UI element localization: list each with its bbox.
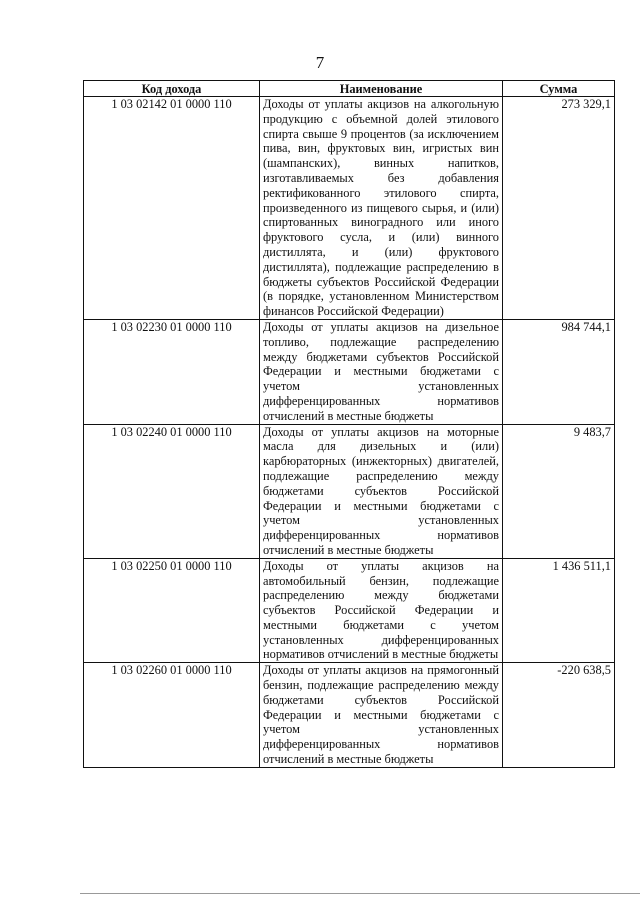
- income-sum-cell: 984 744,1: [503, 319, 615, 424]
- income-code-cell: 1 03 02230 01 0000 110: [84, 319, 260, 424]
- income-name-cell: Доходы от уплаты акцизов на моторные масла для дизельных и (или) карбюраторных (инжекторных) двигателей, подлежащие распределению между бюджетами субъектов Российской Федерации и местными бюджетами с учетом установленных дифференцированных нормативов отчислений в местные бюджеты: [260, 424, 503, 558]
- header-code: Код дохода: [84, 81, 260, 97]
- income-code-cell: 1 03 02142 01 0000 110: [84, 97, 260, 320]
- table-row: [84, 558, 615, 663]
- table-row: [84, 663, 615, 768]
- header-name: Наименование: [260, 81, 503, 97]
- income-table: [83, 80, 615, 768]
- table-row: [84, 424, 615, 558]
- income-code-cell: 1 03 02250 01 0000 110: [84, 558, 260, 663]
- table-row: [84, 97, 615, 320]
- income-sum-cell: 273 329,1: [503, 97, 615, 320]
- income-name-cell: Доходы от уплаты акцизов на дизельное топливо, подлежащие распределению между бюджетами субъектов Российской Федерации и местными бюджетами с учетом установленных дифференцированных нормативов отчислений в местные бюджеты: [260, 319, 503, 424]
- income-sum-cell: 1 436 511,1: [503, 558, 615, 663]
- page-number: 7: [315, 53, 325, 72]
- table-header-row: [84, 81, 615, 97]
- scan-edge-line: [80, 893, 640, 894]
- income-sum-cell: 9 483,7: [503, 424, 615, 558]
- income-sum-cell: -220 638,5: [503, 663, 615, 768]
- income-name-cell: Доходы от уплаты акцизов на алкогольную продукцию с объемной долей этилового спирта свыше 9 процентов (за исключением пива, вин, фруктовых вин, игристых вин (шампанских), винных напитков, изготавливаемых без добавления ректификованного этилового спирта, произведенного из пищевого сырья, и (или) спиртованных виноградного или иного фруктового сусла, и (или) винного дистиллята, и (или) фруктового дистиллята), подлежащие распределению в бюджеты субъектов Российской Федерации (в порядке, установленном Министерством финансов Российской Федерации): [260, 97, 503, 320]
- income-name-cell: Доходы от уплаты акцизов на автомобильный бензин, подлежащие распределению между бюджетами субъектов Российской Федерации и местными бюджетами с учетом установленных дифференцированных нормативов отчислений в местные бюджеты: [260, 558, 503, 663]
- income-code-cell: 1 03 02260 01 0000 110: [84, 663, 260, 768]
- income-code-cell: 1 03 02240 01 0000 110: [84, 424, 260, 558]
- header-sum: Сумма: [503, 81, 615, 97]
- table-row: [84, 319, 615, 424]
- income-name-cell: Доходы от уплаты акцизов на прямогонный бензин, подлежащие распределению между бюджетами субъектов Российской Федерации и местными бюджетами с учетом установленных дифференцированных нормативов отчислений в местные бюджеты: [260, 663, 503, 768]
